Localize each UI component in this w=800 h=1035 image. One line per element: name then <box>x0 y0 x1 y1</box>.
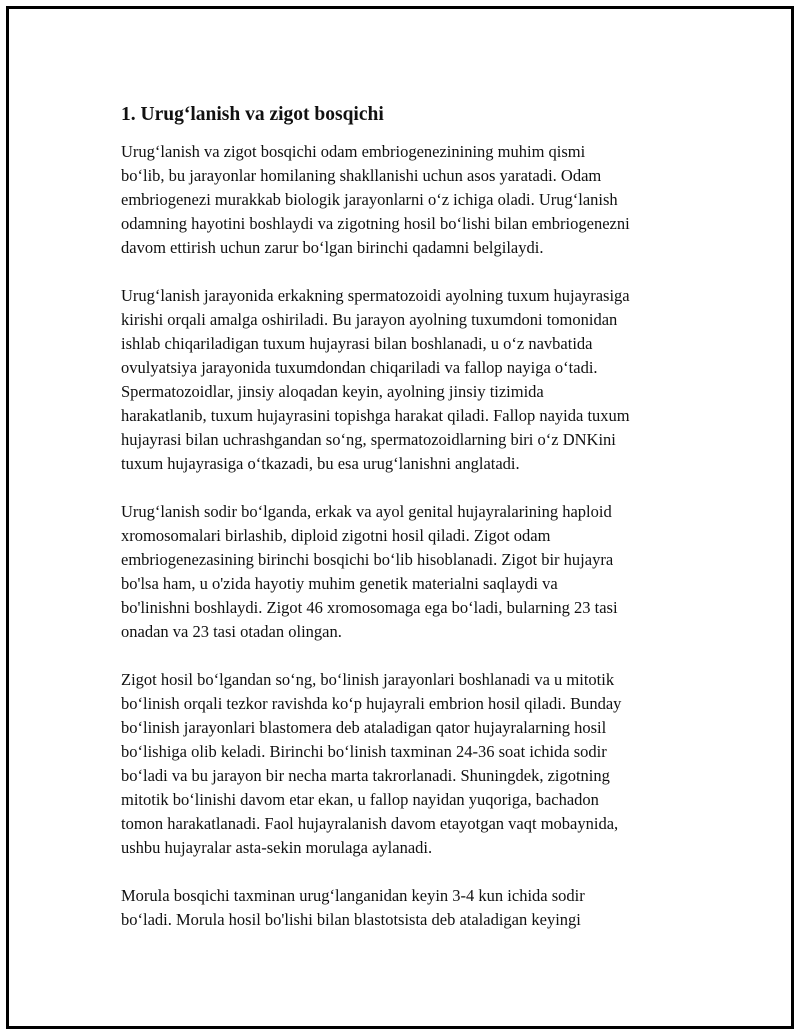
text-line: mitotik bo‘linishi davom etar ekan, u fallop nayidan yuqoriga, bachadon <box>121 790 599 809</box>
text-line: kirishi orqali amalga oshiriladi. Bu jarayon ayolning tuxumdoni tomonidan <box>121 310 618 329</box>
paragraph-3 <box>121 500 706 644</box>
text-line: bo‘linish jarayonlari blastomera deb ataladigan qator hujayralarning hosil <box>121 718 607 737</box>
text-line: tuxum hujayrasiga o‘tkazadi, bu esa urug‘lanishni anglatadi. <box>121 454 520 473</box>
section-heading: 1. Urug‘lanish va zigot bosqichi <box>121 104 384 125</box>
text-line: Morula bosqichi taxminan urug‘langanidan keyin 3-4 kun ichida sodir <box>121 886 585 905</box>
text-line: ushbu hujayralar asta-sekin morulaga aylanadi. <box>121 838 433 857</box>
text-line: embriogenezi murakkab biologik jarayonlarni o‘z ichiga oladi. Urug‘lanish <box>121 190 618 209</box>
paragraph-4 <box>121 668 706 860</box>
text-line: Spermatozoidlar, jinsiy aloqadan keyin, ayolning jinsiy tizimida <box>121 382 544 401</box>
text-line: xromosomalari birlashib, diploid zigotni hosil qiladi. Zigot odam <box>121 526 551 545</box>
text-line: bo'lsa ham, u o'zida hayotiy muhim genetik materialni saqlaydi va <box>121 574 558 593</box>
text-line: ovulyatsiya jarayonida tuxumdondan chiqariladi va fallop nayiga o‘tadi. <box>121 358 598 377</box>
text-line: Urug‘lanish sodir bo‘lganda, erkak va ayol genital hujayralarining haploid <box>121 502 612 521</box>
text-line: onadan va 23 tasi otadan olingan. <box>121 622 342 641</box>
text-line: tomon harakatlanadi. Faol hujayralanish davom etayotgan vaqt mobaynida, <box>121 814 619 833</box>
text-line: hujayrasi bilan uchrashgandan so‘ng, spermatozoidlarning biri o‘z DNKini <box>121 430 616 449</box>
text-line: bo‘ladi. Morula hosil bo'lishi bilan blastotsista deb ataladigan keyingi <box>121 910 581 929</box>
page-frame <box>6 6 794 1029</box>
text-line: bo‘linish orqali tezkor ravishda ko‘p hujayrali embrion hosil qiladi. Bunday <box>121 694 622 713</box>
paragraph-5 <box>121 884 706 932</box>
text-line: Urug‘lanish jarayonida erkakning spermatozoidi ayolning tuxum hujayrasiga <box>121 286 630 305</box>
text-line: ishlab chiqariladigan tuxum hujayrasi bilan boshlanadi, u o‘z navbatida <box>121 334 593 353</box>
text-line: Urug‘lanish va zigot bosqichi odam embriogenezinining muhim qismi <box>121 142 586 161</box>
paragraph-1 <box>121 140 706 260</box>
text-line: embriogenezasining birinchi bosqichi bo‘lib hisoblanadi. Zigot bir hujayra <box>121 550 614 569</box>
text-line: odamning hayotini boshlaydi va zigotning hosil bo‘lishi bilan embriogenezni <box>121 214 630 233</box>
text-line: bo‘lishiga olib keladi. Birinchi bo‘linish taxminan 24-36 soat ichida sodir <box>121 742 607 761</box>
paragraph-2 <box>121 284 706 476</box>
text-line: davom ettirish uchun zarur bo‘lgan birinchi qadamni belgilaydi. <box>121 238 544 257</box>
text-line: Zigot hosil bo‘lgandan so‘ng, bo‘linish jarayonlari boshlanadi va u mitotik <box>121 670 615 689</box>
text-line: bo‘ladi va bu jarayon bir necha marta takrorlanadi. Shuningdek, zigotning <box>121 766 610 785</box>
text-line: harakatlanib, tuxum hujayrasini topishga harakat qiladi. Fallop nayida tuxum <box>121 406 630 425</box>
text-line: bo‘lib, bu jarayonlar homilaning shakllanishi uchun asos yaratadi. Odam <box>121 166 602 185</box>
text-line: bo'linishni boshlaydi. Zigot 46 xromosomaga ega bo‘ladi, bularning 23 tasi <box>121 598 618 617</box>
document-body <box>121 103 706 956</box>
